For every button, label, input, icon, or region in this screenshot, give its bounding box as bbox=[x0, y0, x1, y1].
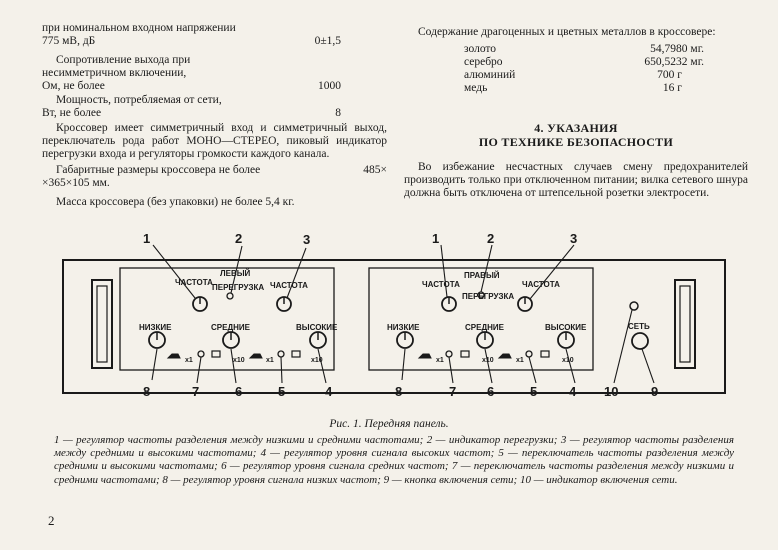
callout-5: 5 bbox=[278, 384, 286, 399]
metal-name: серебро bbox=[464, 56, 503, 68]
callout-4: 4 bbox=[569, 384, 577, 399]
power-button[interactable] bbox=[632, 333, 648, 349]
left-switch-low-mid[interactable] bbox=[168, 351, 220, 358]
metal-name: медь bbox=[464, 82, 488, 94]
description-paragraph: Кроссовер имеет симметричный вход и симметричный выход, переключатель рода работ МОНО—СТЕРЕО, пиковый индикатор перегрузки входа и регуляторы громкости каждого канала. bbox=[42, 122, 387, 160]
spec-value: 8 bbox=[335, 107, 341, 119]
right-switch-low-mid[interactable] bbox=[419, 351, 469, 358]
x10-label: x10 bbox=[233, 357, 245, 364]
callout-5: 5 bbox=[530, 384, 538, 399]
metals-intro: Содержание драгоценных и цветных металлов в кроссовере: bbox=[418, 26, 716, 38]
freq-label: ЧАСТОТА bbox=[522, 280, 560, 289]
page-number: 2 bbox=[48, 513, 55, 528]
spec-value: 1000 bbox=[318, 80, 341, 92]
callout-2: 2 bbox=[235, 231, 243, 246]
right-handle bbox=[675, 280, 695, 368]
spec-line: Мощность, потребляемая от сети, bbox=[56, 94, 222, 106]
mid-label: СРЕДНИЕ bbox=[211, 323, 251, 332]
left-switch-mid-high[interactable] bbox=[250, 351, 300, 358]
metal-value: 700 г bbox=[657, 69, 682, 81]
power-label: СЕТЬ bbox=[628, 322, 650, 331]
x10-label: x10 bbox=[562, 357, 574, 364]
metal-value: 650,5232 мг. bbox=[644, 56, 704, 68]
freq-label: ЧАСТОТА bbox=[422, 280, 460, 289]
safety-paragraph: Во избежание несчастных случаев смену предохранителей производить только при отключенном питании; вилка сетевого шнура должна быть отключена от штепсельной розетки электросети. bbox=[404, 161, 748, 199]
callout-3: 3 bbox=[570, 231, 578, 246]
x1-label: x1 bbox=[185, 357, 193, 364]
right-switch-mid-high[interactable] bbox=[499, 351, 549, 358]
callout-3: 3 bbox=[303, 232, 311, 247]
callout-2: 2 bbox=[487, 231, 495, 246]
freq-label: ЧАСТОТА bbox=[270, 281, 308, 290]
metal-value: 16 г bbox=[662, 82, 682, 94]
x10-label: x10 bbox=[311, 357, 323, 364]
callout-1: 1 bbox=[432, 231, 440, 246]
power-indicator bbox=[630, 302, 638, 310]
figure-legend: 1 — регулятор частоты разделения между низкими и средними частотами; 2 — индикатор перегрузки; 3 — регулятор частоты разделения между средними и высокими частотами; 4 — регулятор уровня сигнала высоких частот; 5 — переключатель частоты разделения между средними и высокими частотами; 6 — регулятор уровня сигнала средних частот; 7 — переключатель частоты разделения между низкими и средними частотами; 8 — регулятор уровня сигнала низких частот; 9 — кнопка включения сети; 10 — индикатор включения сети. bbox=[54, 434, 734, 486]
callout-7: 7 bbox=[192, 384, 200, 399]
callout-1: 1 bbox=[143, 231, 151, 246]
high-label: ВЫСОКИЕ bbox=[296, 323, 338, 332]
section-title-line: ПО ТЕХНИКЕ БЕЗОПАСНОСТИ bbox=[478, 135, 674, 149]
spec-line-mass: Масса кроссовера (без упаковки) не более 5,4 кг. bbox=[56, 196, 295, 208]
callout-7: 7 bbox=[449, 384, 457, 399]
callout-6: 6 bbox=[487, 384, 495, 399]
spec-value: 0±1,5 bbox=[314, 35, 341, 47]
metal-name: алюминий bbox=[464, 69, 516, 81]
callout-8: 8 bbox=[395, 384, 403, 399]
right-channel-title: ПРАВЫЙ bbox=[464, 271, 500, 280]
callout-6: 6 bbox=[235, 384, 243, 399]
low-label: НИЗКИЕ bbox=[387, 323, 420, 332]
spec-line: Сопротивление выхода при bbox=[56, 54, 191, 66]
spec-line: при номинальном входном напряжении bbox=[42, 22, 236, 34]
spec-label: Габаритные размеры кроссовера не более bbox=[56, 164, 261, 176]
low-label: НИЗКИЕ bbox=[139, 323, 172, 332]
left-channel-title: ЛЕВЫЙ bbox=[220, 269, 251, 278]
spec-label: Ом, не более bbox=[42, 80, 105, 92]
metal-name: золото bbox=[464, 43, 497, 55]
spec-line: ×365×105 мм. bbox=[42, 177, 110, 189]
mid-label: СРЕДНИЕ bbox=[465, 323, 505, 332]
metal-value: 54,7980 мг. bbox=[650, 43, 704, 55]
spec-value: 485× bbox=[363, 164, 387, 176]
callout-4: 4 bbox=[325, 384, 333, 399]
section-title-line: 4. УКАЗАНИЯ bbox=[534, 121, 618, 135]
overload-label: ПЕРЕГРУЗКА bbox=[212, 283, 265, 292]
callout-10: 10 bbox=[604, 384, 619, 399]
x1-label: x1 bbox=[266, 357, 274, 364]
spec-line: несимметричном включении, bbox=[42, 67, 187, 79]
left-handle bbox=[92, 280, 112, 368]
x1-label: x1 bbox=[516, 357, 524, 364]
callout-9: 9 bbox=[651, 384, 659, 399]
figure-caption: Рис. 1. Передняя панель. bbox=[329, 418, 449, 430]
high-label: ВЫСОКИЕ bbox=[545, 323, 587, 332]
callout-8: 8 bbox=[143, 384, 151, 399]
x10-label: x10 bbox=[482, 357, 494, 364]
left-overload-indicator bbox=[227, 293, 233, 299]
overload-label: ПЕРЕГРУЗКА bbox=[462, 292, 515, 301]
spec-label: 775 мВ, дБ bbox=[42, 35, 96, 47]
spec-label: Вт, не более bbox=[42, 107, 102, 119]
freq-label: ЧАСТОТА bbox=[175, 278, 213, 287]
x1-label: x1 bbox=[436, 357, 444, 364]
